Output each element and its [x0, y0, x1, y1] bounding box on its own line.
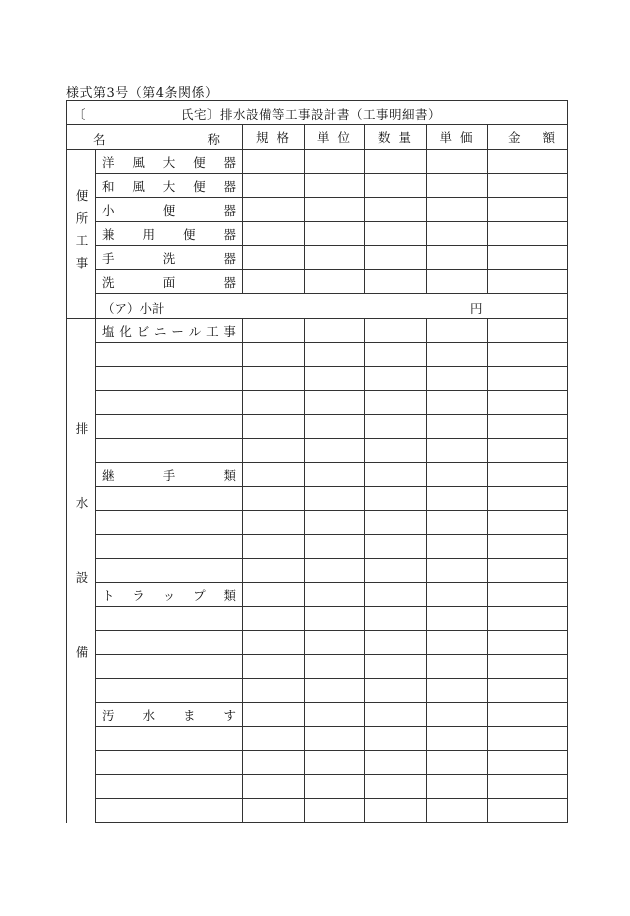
table-row [67, 463, 568, 487]
item-name: 兼 用 便 器 [102, 226, 236, 242]
subtotal-row [67, 294, 568, 319]
header-row [67, 125, 568, 150]
value-cell[interactable] [243, 415, 305, 439]
header-spec: 規格 [243, 125, 305, 150]
value-cell[interactable] [365, 270, 427, 294]
value-cell[interactable] [427, 222, 488, 246]
item-name-cell [96, 270, 243, 294]
value-cell[interactable] [427, 631, 488, 655]
value-cell[interactable] [488, 343, 568, 367]
value-cell[interactable] [488, 583, 568, 607]
item-name-cell [96, 583, 243, 607]
value-cell[interactable] [243, 679, 305, 703]
table-row [67, 487, 568, 511]
value-cell[interactable] [488, 559, 568, 583]
header-quantity: 数量 [365, 125, 427, 150]
value-cell[interactable] [243, 751, 305, 775]
table-row [67, 583, 568, 607]
table-row [67, 607, 568, 631]
value-cell[interactable] [243, 150, 305, 174]
category-toilet-work: 便所工事 [67, 150, 96, 319]
value-cell[interactable] [243, 631, 305, 655]
value-cell[interactable] [243, 487, 305, 511]
table-row [67, 270, 568, 294]
value-cell[interactable] [488, 198, 568, 222]
value-cell[interactable] [427, 679, 488, 703]
item-name-cell [96, 198, 243, 222]
table-row [67, 727, 568, 751]
subtotal-cell [96, 294, 568, 319]
value-cell[interactable] [243, 270, 305, 294]
value-cell[interactable] [305, 198, 365, 222]
value-cell[interactable] [427, 343, 488, 367]
value-cell[interactable] [305, 246, 365, 270]
value-cell[interactable] [365, 727, 427, 751]
value-cell[interactable] [427, 463, 488, 487]
value-cell[interactable] [488, 799, 568, 823]
item-name-cell[interactable] [96, 775, 243, 799]
value-cell[interactable] [427, 270, 488, 294]
value-cell[interactable] [305, 535, 365, 559]
table-row [67, 391, 568, 415]
value-cell[interactable] [243, 343, 305, 367]
value-cell[interactable] [427, 727, 488, 751]
table-row [67, 775, 568, 799]
value-cell[interactable] [243, 246, 305, 270]
value-cell[interactable] [488, 415, 568, 439]
item-name-cell [96, 150, 243, 174]
table-row [67, 535, 568, 559]
value-cell[interactable] [305, 559, 365, 583]
value-cell[interactable] [365, 487, 427, 511]
value-cell[interactable] [488, 391, 568, 415]
table-row [67, 631, 568, 655]
value-cell[interactable] [488, 751, 568, 775]
value-cell[interactable] [243, 391, 305, 415]
item-name-cell[interactable] [96, 487, 243, 511]
value-cell[interactable] [427, 775, 488, 799]
value-cell[interactable] [488, 775, 568, 799]
value-cell[interactable] [365, 343, 427, 367]
item-name-cell [96, 174, 243, 198]
item-name: 塩 化 ビ ニ ー ル 工 事 [102, 323, 236, 339]
value-cell[interactable] [305, 174, 365, 198]
value-cell[interactable] [488, 703, 568, 727]
item-name-cell[interactable] [96, 799, 243, 823]
value-cell[interactable] [243, 222, 305, 246]
value-cell[interactable] [365, 799, 427, 823]
value-cell[interactable] [305, 319, 365, 343]
item-name-cell[interactable] [96, 607, 243, 631]
value-cell[interactable] [427, 751, 488, 775]
value-cell[interactable] [365, 559, 427, 583]
item-name-cell[interactable] [96, 367, 243, 391]
value-cell[interactable] [488, 150, 568, 174]
value-cell[interactable] [243, 463, 305, 487]
item-name-cell[interactable] [96, 679, 243, 703]
value-cell[interactable] [488, 511, 568, 535]
value-cell[interactable] [427, 535, 488, 559]
value-cell[interactable] [427, 559, 488, 583]
value-cell[interactable] [488, 631, 568, 655]
value-cell[interactable] [488, 439, 568, 463]
title-bracket: 〔 [73, 107, 86, 122]
value-cell[interactable] [427, 487, 488, 511]
value-cell[interactable] [243, 559, 305, 583]
value-cell[interactable] [365, 439, 427, 463]
item-name-cell[interactable] [96, 511, 243, 535]
value-cell[interactable] [365, 751, 427, 775]
table-row [67, 439, 568, 463]
value-cell[interactable] [243, 439, 305, 463]
value-cell[interactable] [488, 246, 568, 270]
value-cell[interactable] [365, 679, 427, 703]
value-cell[interactable] [488, 535, 568, 559]
table-row [67, 679, 568, 703]
table-row [67, 751, 568, 775]
item-name-cell[interactable] [96, 415, 243, 439]
value-cell[interactable] [488, 367, 568, 391]
table-row [67, 222, 568, 246]
item-name: 洋 風 大 便 器 [102, 154, 236, 170]
form-number-label: 様式第3号（第4条関係） [66, 86, 219, 101]
value-cell[interactable] [305, 487, 365, 511]
item-name-cell[interactable] [96, 439, 243, 463]
item-name: 手 洗 器 [102, 250, 236, 266]
value-cell[interactable] [243, 174, 305, 198]
value-cell[interactable] [488, 222, 568, 246]
item-name-cell [96, 246, 243, 270]
value-cell[interactable] [305, 727, 365, 751]
value-cell[interactable] [243, 583, 305, 607]
value-cell[interactable] [305, 391, 365, 415]
value-cell[interactable] [365, 535, 427, 559]
table-row [67, 198, 568, 222]
value-cell[interactable] [243, 799, 305, 823]
value-cell[interactable] [305, 270, 365, 294]
header-name [67, 125, 243, 150]
value-cell[interactable] [488, 463, 568, 487]
value-cell[interactable] [305, 631, 365, 655]
item-name: 和 風 大 便 器 [102, 178, 236, 194]
category-drainage-equipment: 排水設備 [67, 319, 96, 823]
value-cell[interactable] [488, 270, 568, 294]
value-cell[interactable] [427, 174, 488, 198]
value-cell[interactable] [305, 415, 365, 439]
design-sheet-table [66, 100, 578, 823]
value-cell[interactable] [365, 775, 427, 799]
value-cell[interactable] [365, 583, 427, 607]
item-name-cell [96, 319, 243, 343]
value-cell[interactable] [488, 679, 568, 703]
value-cell[interactable] [305, 751, 365, 775]
value-cell[interactable] [427, 415, 488, 439]
table-row [67, 367, 568, 391]
value-cell[interactable] [305, 703, 365, 727]
item-name-cell[interactable] [96, 751, 243, 775]
value-cell[interactable] [243, 607, 305, 631]
value-cell[interactable] [305, 799, 365, 823]
value-cell[interactable] [305, 367, 365, 391]
value-cell[interactable] [427, 246, 488, 270]
value-cell[interactable] [365, 319, 427, 343]
item-name-cell[interactable] [96, 559, 243, 583]
yen-unit: 円 [470, 301, 483, 316]
table-row [67, 703, 568, 727]
header-unit-price: 単価 [427, 125, 488, 150]
item-name-cell [96, 703, 243, 727]
value-cell[interactable] [427, 511, 488, 535]
header-name-first: 名 [93, 132, 106, 147]
value-cell[interactable] [427, 703, 488, 727]
table-row [67, 246, 568, 270]
table-row [67, 415, 568, 439]
value-cell[interactable] [243, 727, 305, 751]
item-name: 洗 面 器 [102, 274, 236, 290]
item-name-cell [96, 222, 243, 246]
value-cell[interactable] [427, 439, 488, 463]
subtotal-label: （ア）小計 [102, 301, 165, 316]
value-cell[interactable] [365, 246, 427, 270]
value-cell[interactable] [305, 679, 365, 703]
value-cell[interactable] [305, 463, 365, 487]
header-unit: 単位 [305, 125, 365, 150]
value-cell[interactable] [427, 799, 488, 823]
value-cell[interactable] [427, 319, 488, 343]
item-name: ト ラ ッ プ 類 [102, 587, 236, 603]
value-cell[interactable] [427, 391, 488, 415]
value-cell[interactable] [305, 583, 365, 607]
value-cell[interactable] [305, 655, 365, 679]
value-cell[interactable] [365, 607, 427, 631]
value-cell[interactable] [365, 150, 427, 174]
value-cell[interactable] [243, 535, 305, 559]
value-cell[interactable] [243, 319, 305, 343]
value-cell[interactable] [365, 222, 427, 246]
item-name-cell[interactable] [96, 727, 243, 751]
table-row [67, 319, 568, 343]
item-name: 汚 水 ま す [102, 707, 236, 723]
title-row [67, 101, 568, 125]
item-name-cell[interactable] [96, 391, 243, 415]
value-cell[interactable] [365, 367, 427, 391]
value-cell[interactable] [305, 150, 365, 174]
value-cell[interactable] [243, 775, 305, 799]
value-cell[interactable] [243, 511, 305, 535]
item-name-cell [96, 463, 243, 487]
value-cell[interactable] [488, 174, 568, 198]
value-cell[interactable] [305, 439, 365, 463]
item-name-cell[interactable] [96, 655, 243, 679]
value-cell[interactable] [305, 343, 365, 367]
value-cell[interactable] [427, 607, 488, 631]
item-name-cell[interactable] [96, 343, 243, 367]
value-cell[interactable] [488, 655, 568, 679]
item-name: 継 手 類 [102, 467, 236, 483]
table-row [67, 655, 568, 679]
sheet-title: 氏宅〕排水設備等工事設計書（工事明細書） [181, 107, 442, 122]
value-cell[interactable] [305, 775, 365, 799]
item-name-cell[interactable] [96, 535, 243, 559]
value-cell[interactable] [427, 198, 488, 222]
value-cell[interactable] [365, 631, 427, 655]
value-cell[interactable] [488, 607, 568, 631]
value-cell[interactable] [488, 319, 568, 343]
value-cell[interactable] [427, 583, 488, 607]
item-name: 小 便 器 [102, 202, 236, 218]
table-row [67, 343, 568, 367]
value-cell[interactable] [305, 511, 365, 535]
value-cell[interactable] [243, 703, 305, 727]
value-cell[interactable] [305, 222, 365, 246]
header-name-second: 称 [207, 132, 220, 147]
value-cell[interactable] [365, 703, 427, 727]
table-row [67, 150, 568, 174]
table-row [67, 799, 568, 823]
value-cell[interactable] [427, 367, 488, 391]
value-cell[interactable] [365, 198, 427, 222]
value-cell[interactable] [365, 511, 427, 535]
value-cell[interactable] [365, 463, 427, 487]
table-row [67, 511, 568, 535]
value-cell[interactable] [365, 174, 427, 198]
value-cell[interactable] [365, 391, 427, 415]
value-cell[interactable] [243, 367, 305, 391]
value-cell[interactable] [427, 655, 488, 679]
value-cell[interactable] [305, 607, 365, 631]
value-cell[interactable] [243, 198, 305, 222]
table-row [67, 559, 568, 583]
value-cell[interactable] [365, 415, 427, 439]
value-cell[interactable] [365, 655, 427, 679]
table-row [67, 174, 568, 198]
header-amount: 金額 [488, 125, 568, 150]
value-cell[interactable] [427, 150, 488, 174]
value-cell[interactable] [488, 727, 568, 751]
value-cell[interactable] [243, 655, 305, 679]
item-name-cell[interactable] [96, 631, 243, 655]
value-cell[interactable] [488, 487, 568, 511]
